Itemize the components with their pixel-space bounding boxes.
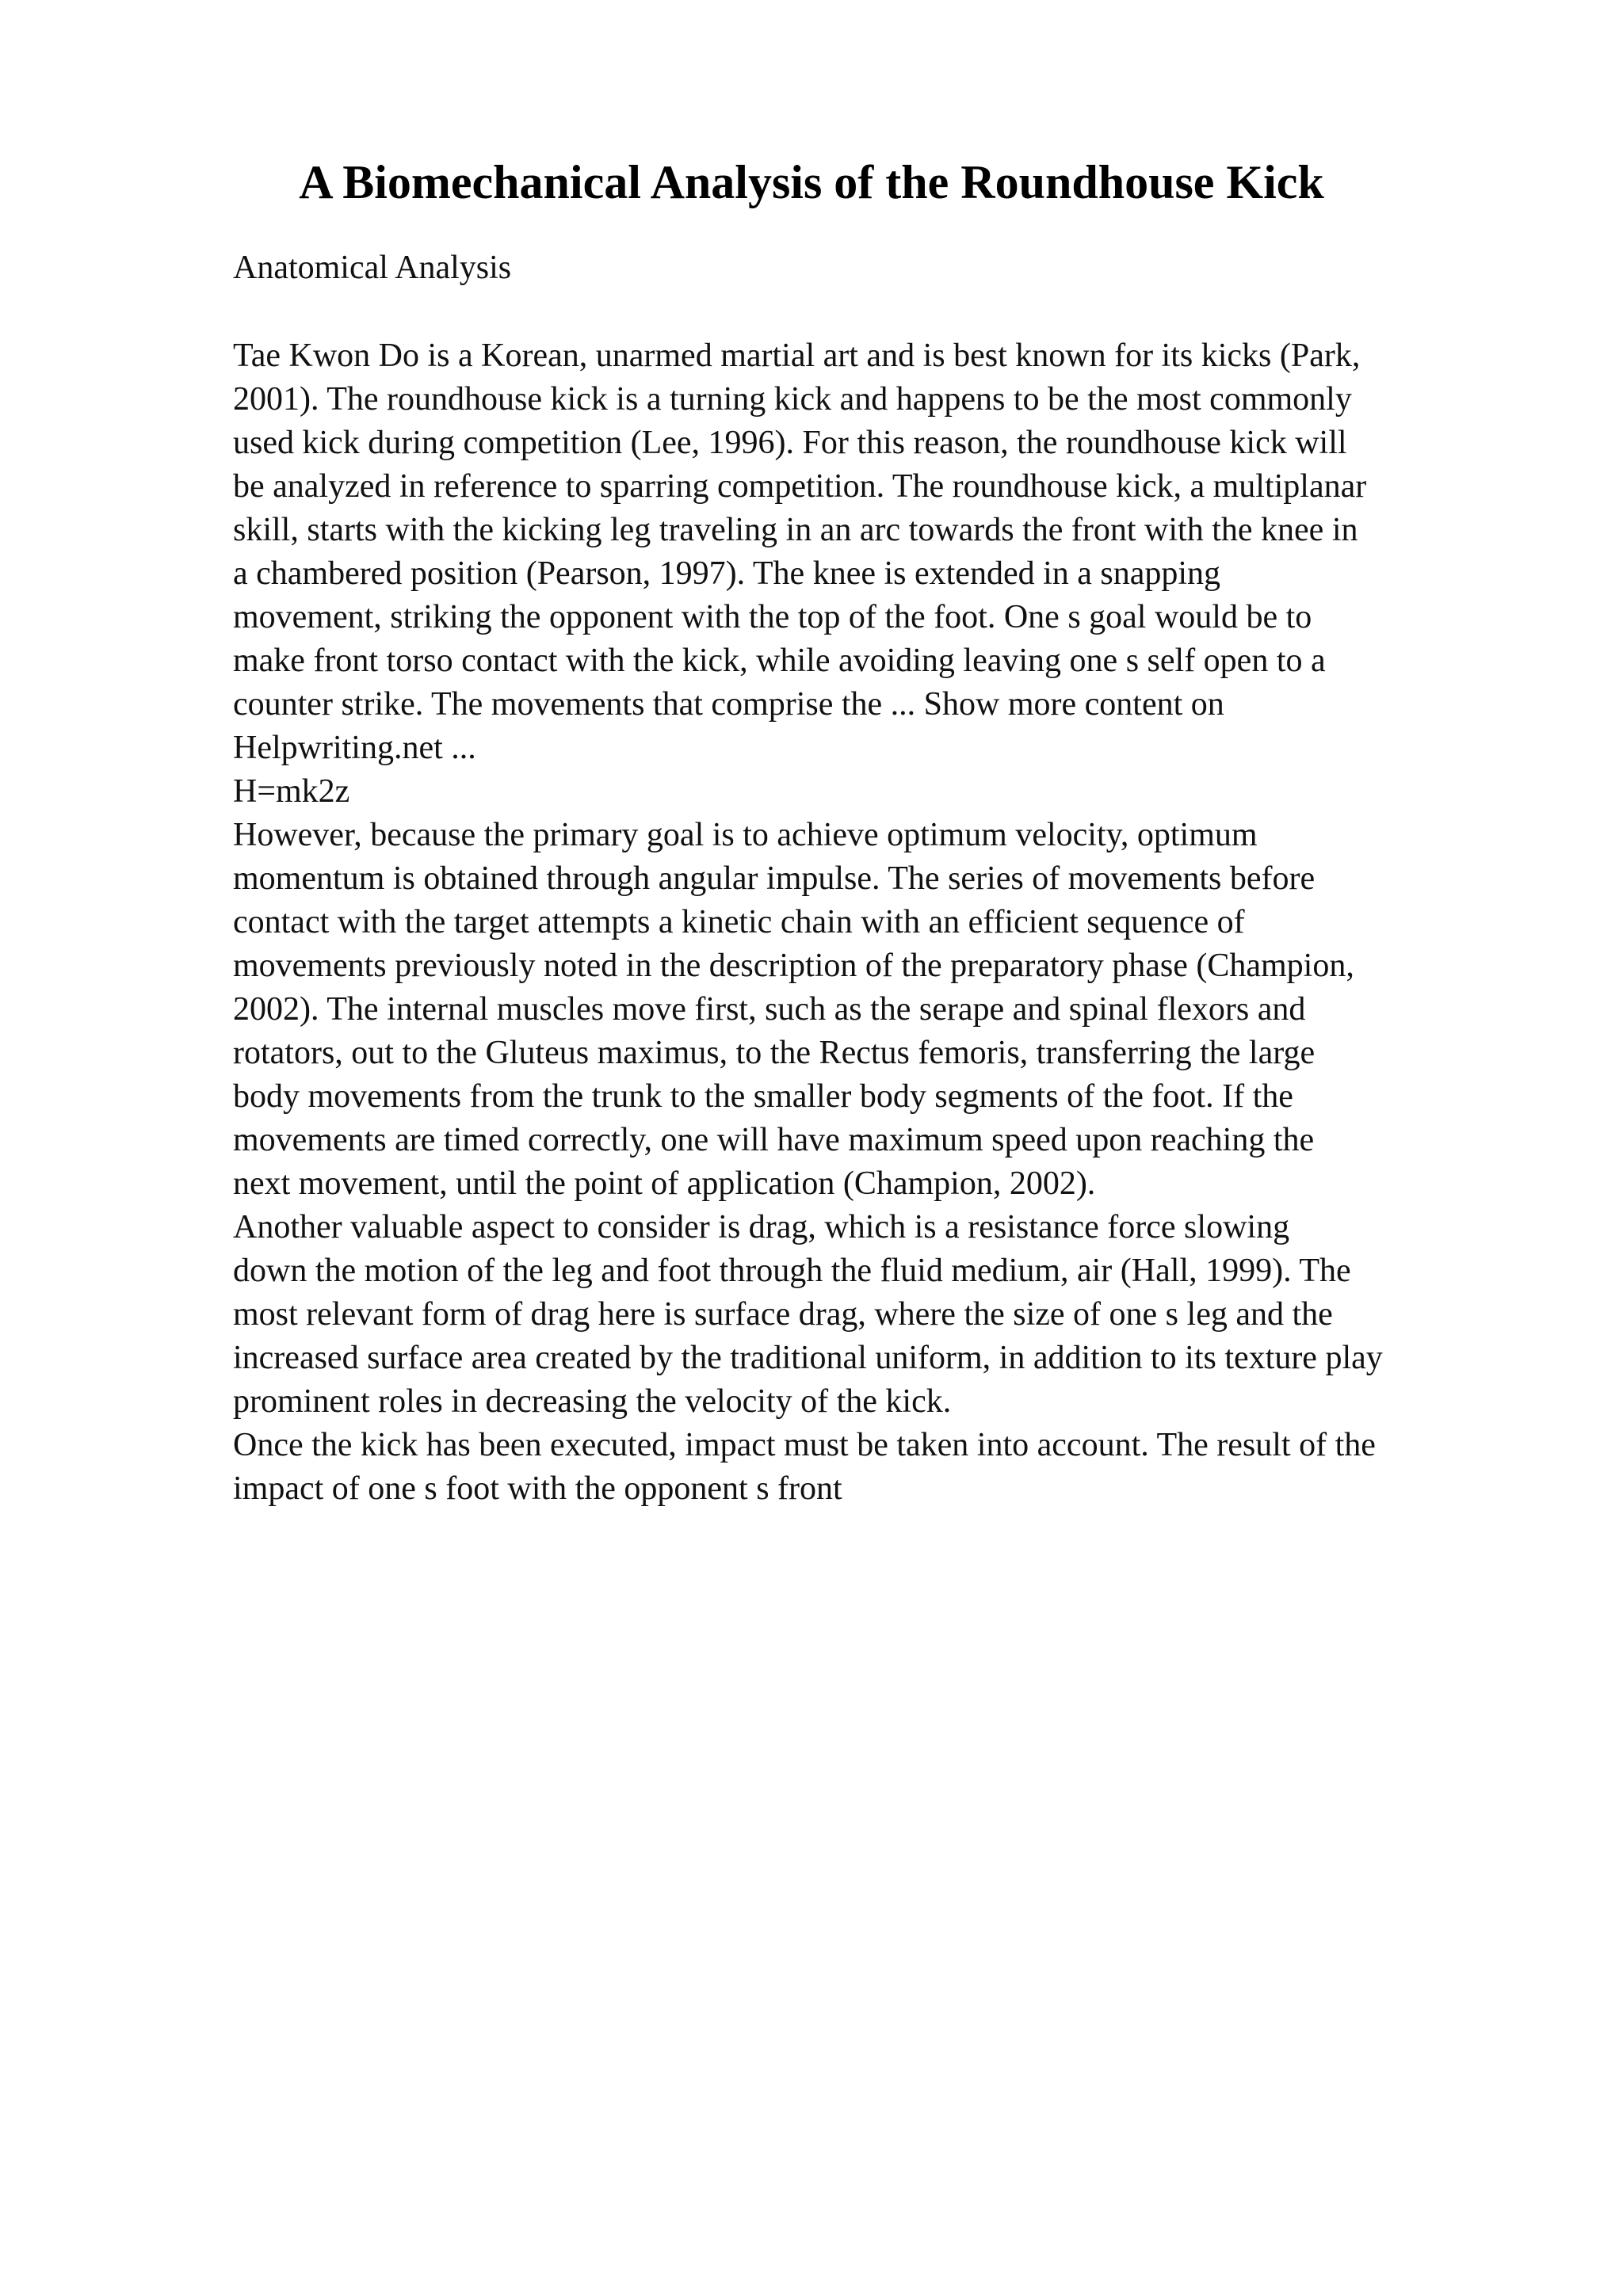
- text-line: movement, striking the opponent with the top of the foot. One s goal would be to: [233, 599, 1312, 635]
- text-line: Another valuable aspect to consider is drag, which is a resistance force slowing: [233, 1209, 1290, 1245]
- text-line: most relevant form of drag here is surface drag, where the size of one s leg and the: [233, 1296, 1333, 1333]
- text-line: prominent roles in decreasing the velocity of the kick.: [233, 1383, 952, 1420]
- text-line: next movement, until the point of application (Champion, 2002).: [233, 1165, 1096, 1202]
- text-line: used kick during competition (Lee, 1996). For this reason, the roundhouse kick will: [233, 425, 1347, 461]
- text-line: Tae Kwon Do is a Korean, unarmed martial art and is best known for its kicks (Park,: [233, 338, 1361, 374]
- text-line: 2001). The roundhouse kick is a turning kick and happens to be the most commonly: [233, 381, 1352, 418]
- text-line: contact with the target attempts a kinetic chain with an efficient sequence of: [233, 904, 1245, 940]
- section-heading: Anatomical Analysis: [233, 250, 512, 286]
- text-line: Once the kick has been executed, impact must be taken into account. The result of the: [233, 1427, 1376, 1463]
- text-line: make front torso contact with the kick, while avoiding leaving one s self open to a: [233, 643, 1326, 679]
- text-line: However, because the primary goal is to achieve optimum velocity, optimum: [233, 817, 1258, 853]
- text-line: a chambered position (Pearson, 1997). The knee is extended in a snapping: [233, 555, 1221, 592]
- text-line: increased surface area created by the traditional uniform, in addition to its texture play: [233, 1340, 1383, 1376]
- text-line: Helpwriting.net ...: [233, 730, 476, 766]
- text-line: body movements from the trunk to the smaller body segments of the foot. If the: [233, 1078, 1293, 1115]
- text-line: be analyzed in reference to sparring competition. The roundhouse kick, a multiplanar: [233, 468, 1367, 505]
- text-line: down the motion of the leg and foot through the fluid medium, air (Hall, 1999). The: [233, 1253, 1351, 1289]
- text-line: impact of one s foot with the opponent s front: [233, 1470, 842, 1507]
- text-line: rotators, out to the Gluteus maximus, to the Rectus femoris, transferring the large: [233, 1035, 1316, 1071]
- body-text: [233, 334, 1533, 1511]
- text-line: movements are timed correctly, one will have maximum speed upon reaching the: [233, 1122, 1315, 1158]
- formula-line: H=mk2z: [233, 773, 350, 810]
- text-line: counter strike. The movements that comprise the ... Show more content on: [233, 686, 1224, 723]
- text-line: skill, starts with the kicking leg traveling in an arc towards the front with the knee in: [233, 512, 1358, 548]
- document-title: A Biomechanical Analysis of the Roundhouse Kick: [299, 156, 1324, 208]
- text-line: 2002). The internal muscles move first, such as the serape and spinal flexors and: [233, 991, 1306, 1028]
- text-line: momentum is obtained through angular impulse. The series of movements before: [233, 860, 1316, 897]
- text-line: movements previously noted in the description of the preparatory phase (Champion,: [233, 948, 1354, 984]
